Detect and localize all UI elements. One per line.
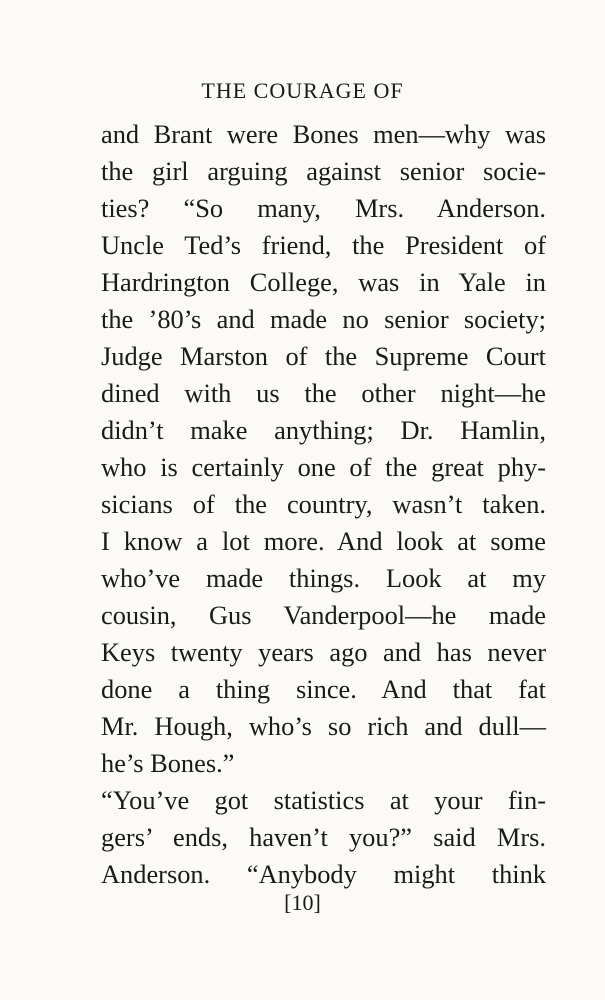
text-line: ties? “So many, Mrs. Anderson. xyxy=(101,193,546,223)
text-line: Keys twenty years ago and has never xyxy=(101,637,546,667)
text-line: “You’ve got statistics at your fin- xyxy=(101,785,546,815)
text-line: dined with us the other night—he xyxy=(101,378,546,408)
text-line: who is certainly one of the great phy- xyxy=(101,452,546,482)
text-line: I know a lot more. And look at some xyxy=(101,526,546,556)
text-line: the ’80’s and made no senior society; xyxy=(101,304,546,334)
page-number: [10] xyxy=(284,890,321,915)
text-line: Mr. Hough, who’s so rich and dull— xyxy=(101,711,546,741)
text-line: didn’t make anything; Dr. Hamlin, xyxy=(101,415,546,445)
text-line: he’s Bones.” xyxy=(101,748,235,778)
running-head: THE COURAGE OF xyxy=(201,78,404,103)
text-line: Hardrington College, was in Yale in xyxy=(101,267,546,297)
text-line: Uncle Ted’s friend, the President of xyxy=(101,230,546,260)
text-line: sicians of the country, wasn’t taken. xyxy=(101,489,546,519)
text-line: and Brant were Bones men—why was xyxy=(101,119,546,149)
body-text xyxy=(101,116,546,893)
text-line: the girl arguing against senior socie- xyxy=(101,156,546,186)
text-line: gers’ ends, haven’t you?” said Mrs. xyxy=(101,822,546,852)
text-line: done a thing since. And that fat xyxy=(101,674,546,704)
text-line: cousin, Gus Vanderpool—he made xyxy=(101,600,546,630)
text-line: who’ve made things. Look at my xyxy=(101,563,546,593)
text-line: Judge Marston of the Supreme Court xyxy=(101,341,546,371)
text-line: Anderson. “Anybody might think xyxy=(101,859,546,889)
